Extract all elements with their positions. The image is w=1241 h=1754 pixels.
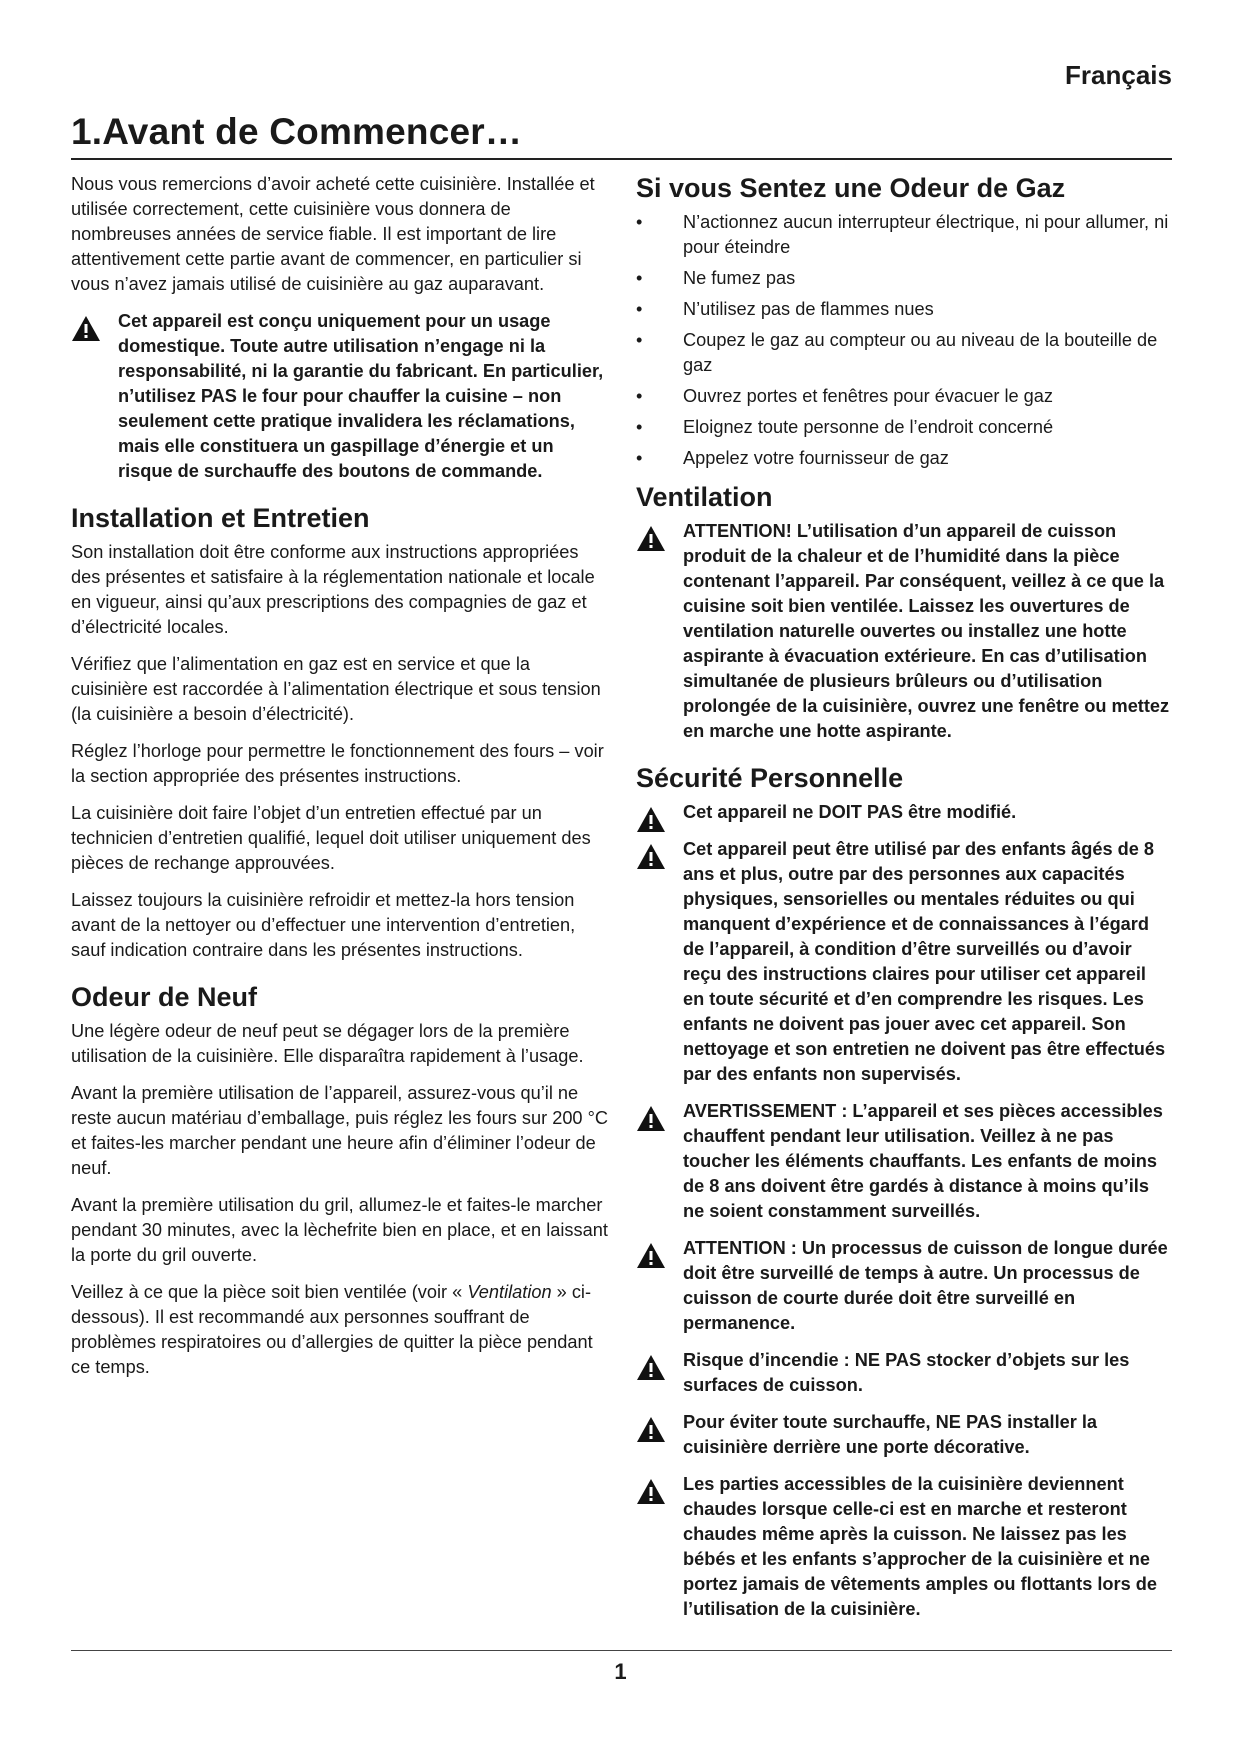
odeur-paragraph: Avant la première utilisation de l’appareil, assurez-vous qu’il ne reste aucun matériau d’emballage, puis réglez les fours sur 200 °C et faites-les marcher pendant une heure afin d’éliminer l’odeur de neuf. (71, 1083, 609, 1178)
warning-text: ATTENTION : Un processus de cuisson de longue durée doit être surveillé de temps à autre. Un processus de cuisson de courte durée doit être surveillé en permanence. (683, 1238, 1168, 1333)
left-column (71, 172, 611, 1392)
bullet: • (636, 417, 643, 437)
bullet: • (636, 448, 643, 468)
safety-heading: Sécurité Personnelle (636, 763, 904, 793)
warning-text: Cet appareil peut être utilisé par des enfants âgés de 8 ans et plus, outre par des personnes aux capacités physiques, sensorielles ou mentales réduites ou qui manquent d’expérience et de connaissances à l’égard de l’appareil, à condition d’être surveillés ou d’avoir reçu des instructions claires pour utiliser cet appareil en toute sécurité et d’en comprendre les risques. Les enfants ne doivent pas jouer avec cet appareil. Son nettoyage et son entretien ne doivent pas être effectués par des enfants non supervisés. (683, 839, 1166, 1084)
installation-paragraph: Son installation doit être conforme aux instructions appropriées des présentes et satisfaire à la réglementation nationale et locale en vigueur, ainsi qu’aux prescriptions des compagnies de gaz et d’électricité locales. (71, 542, 595, 637)
warning-text: ATTENTION! L’utilisation d’un appareil de cuisson produit de la chaleur et de l’humidité dans la pièce contenant l’appareil. Par conséquent, veillez à ce que la cuisine soit bien ventilée. Laissez les ouvertures de ventilation naturelle ouvertes ou installez une hotte aspirante à évacuation extérieure. En cas d’utilisation simultanée de plusieurs brûleurs ou d’utilisation prolongée de la cuisinière, ouvrez une fenêtre ou mettez en marche une hotte aspirante. (683, 521, 1170, 741)
title-divider (71, 158, 1172, 160)
safety-warning (636, 1236, 1172, 1336)
warning-icon (636, 1354, 666, 1381)
warning-text: Cet appareil ne DOIT PAS être modifié. (683, 802, 1017, 822)
warning-text: AVERTISSEMENT : L’appareil et ses pièces accessibles chauffent pendant leur utilisation. Veillez à ne pas toucher les éléments chauffants. Les enfants de moins de 8 ans doivent être gardés à distance à moins qu’ils ne soient constamment surveillés. (683, 1101, 1163, 1221)
warning-text: Cet appareil est conçu uniquement pour un usage domestique. Toute autre utilisation n’engage ni la responsabilité, ni la garantie du fabricant. En particulier, n’utilisez PAS le four pour chauffer la cuisine – non seulement cette pratique invalidera les réclamations, mais elle constituera un gaspillage d’énergie et un risque de surchauffe des boutons de commande. (118, 311, 604, 481)
list-item: • Ne fumez pas (636, 266, 1172, 291)
page-title: 1.Avant de Commencer… (71, 111, 523, 152)
safety-warning (636, 1472, 1172, 1622)
ventilation-warning (636, 519, 1172, 744)
list-item: • Appelez votre fournisseur de gaz (636, 446, 1172, 471)
safety-warning (636, 1348, 1172, 1398)
bullet: • (636, 299, 643, 319)
language-label: Français (1065, 60, 1172, 90)
warning-icon (636, 806, 666, 833)
footer-divider (71, 1650, 1172, 1651)
ventilation-reference: Ventilation (467, 1282, 552, 1302)
list-item: • N’actionnez aucun interrupteur électrique, ni pour allumer, ni pour éteindre (636, 212, 1169, 257)
list-item: • Ouvrez portes et fenêtres pour évacuer le gaz (636, 384, 1172, 409)
domestic-use-warning (71, 309, 611, 484)
list-item: • N’utilisez pas de flammes nues (636, 297, 1172, 322)
odeur-paragraph-ventilation (71, 1280, 611, 1380)
right-column (636, 172, 1172, 1634)
warning-icon (636, 1478, 666, 1505)
warning-icon (71, 315, 101, 342)
odeur-heading: Odeur de Neuf (71, 982, 258, 1012)
warning-icon (636, 525, 666, 552)
list-item: • Eloignez toute personne de l’endroit concerné (636, 415, 1172, 440)
bullet: • (636, 386, 643, 406)
intro-paragraph: Nous vous remercions d’avoir acheté cette cuisinière. Installée et utilisée correctement, cette cuisinière vous donnera de nombreuses années de service fiable. Il est important de lire attentivement cette partie avant de commencer, en particulier si vous n’avez jamais utilisé de cuisinière au gaz auparavant. (71, 174, 595, 294)
gas-smell-list (636, 210, 1172, 471)
safety-warning (636, 1410, 1172, 1460)
warning-icon (636, 1242, 666, 1269)
installation-paragraph: Réglez l’horloge pour permettre le fonctionnement des fours – voir la section appropriée des présentes instructions. (71, 741, 604, 786)
warning-icon (636, 843, 666, 870)
installation-paragraph: Laissez toujours la cuisinière refroidir et mettez-la hors tension avant de la nettoyer ou d’effectuer une intervention d’entretien, sauf indication contraire dans les présentes instructions. (71, 890, 576, 960)
installation-paragraph: La cuisinière doit faire l’objet d’un entretien effectué par un technicien d’entretien qualifié, lequel doit utiliser uniquement des pièces de rechange approuvées. (71, 803, 591, 873)
safety-warning (636, 1099, 1172, 1224)
bullet: • (636, 212, 643, 232)
text-segment: Veillez à ce que la pièce soit bien ventilée (voir « (71, 1282, 468, 1302)
odeur-paragraph: Avant la première utilisation du gril, allumez-le et faites-le marcher pendant 30 minutes, avec la lèchefrite bien en place, et en laissant la porte du gril ouverte. (71, 1195, 608, 1265)
warning-text: Pour éviter toute surchauffe, NE PAS installer la cuisinière derrière une porte décorative. (683, 1412, 1098, 1457)
bullet: • (636, 268, 643, 288)
installation-paragraph: Vérifiez que l’alimentation en gaz est en service et que la cuisinière est raccordée à l’alimentation électrique et sous tension (la cuisinière a besoin d’électricité). (71, 654, 601, 724)
page-number: 1 (614, 1659, 627, 1684)
ventilation-heading: Ventilation (636, 482, 773, 512)
installation-heading: Installation et Entretien (71, 503, 370, 533)
bullet: • (636, 330, 643, 350)
gas-smell-heading: Si vous Sentez une Odeur de Gaz (636, 173, 1066, 203)
warning-text: Les parties accessibles de la cuisinière deviennent chaudes lorsque celle-ci est en marche et resteront chaudes même après la cuisson. Ne laissez pas les bébés et les enfants s’approcher de la cuisinière et ne portez jamais de vêtements amples ou flottants lors de l’utilisation de la cuisinière. (683, 1474, 1158, 1619)
list-item: • Coupez le gaz au compteur ou au niveau de la bouteille de gaz (636, 330, 1158, 375)
warning-text: Risque d’incendie : NE PAS stocker d’objets sur les surfaces de cuisson. (683, 1350, 1130, 1395)
warning-icon (636, 1416, 666, 1443)
warning-icon (636, 1105, 666, 1132)
safety-warning (636, 837, 1172, 1087)
safety-warning (636, 800, 1172, 825)
text-segment: » ci-dessous). Il est recommandé aux personnes souffrant de problèmes respiratoires ou d’allergies de quitter la pièce pendant ce temps. (71, 1282, 593, 1377)
odeur-paragraph: Une légère odeur de neuf peut se dégager lors de la première utilisation de la cuisinière. Elle disparaîtra rapidement à l’usage. (71, 1021, 584, 1066)
